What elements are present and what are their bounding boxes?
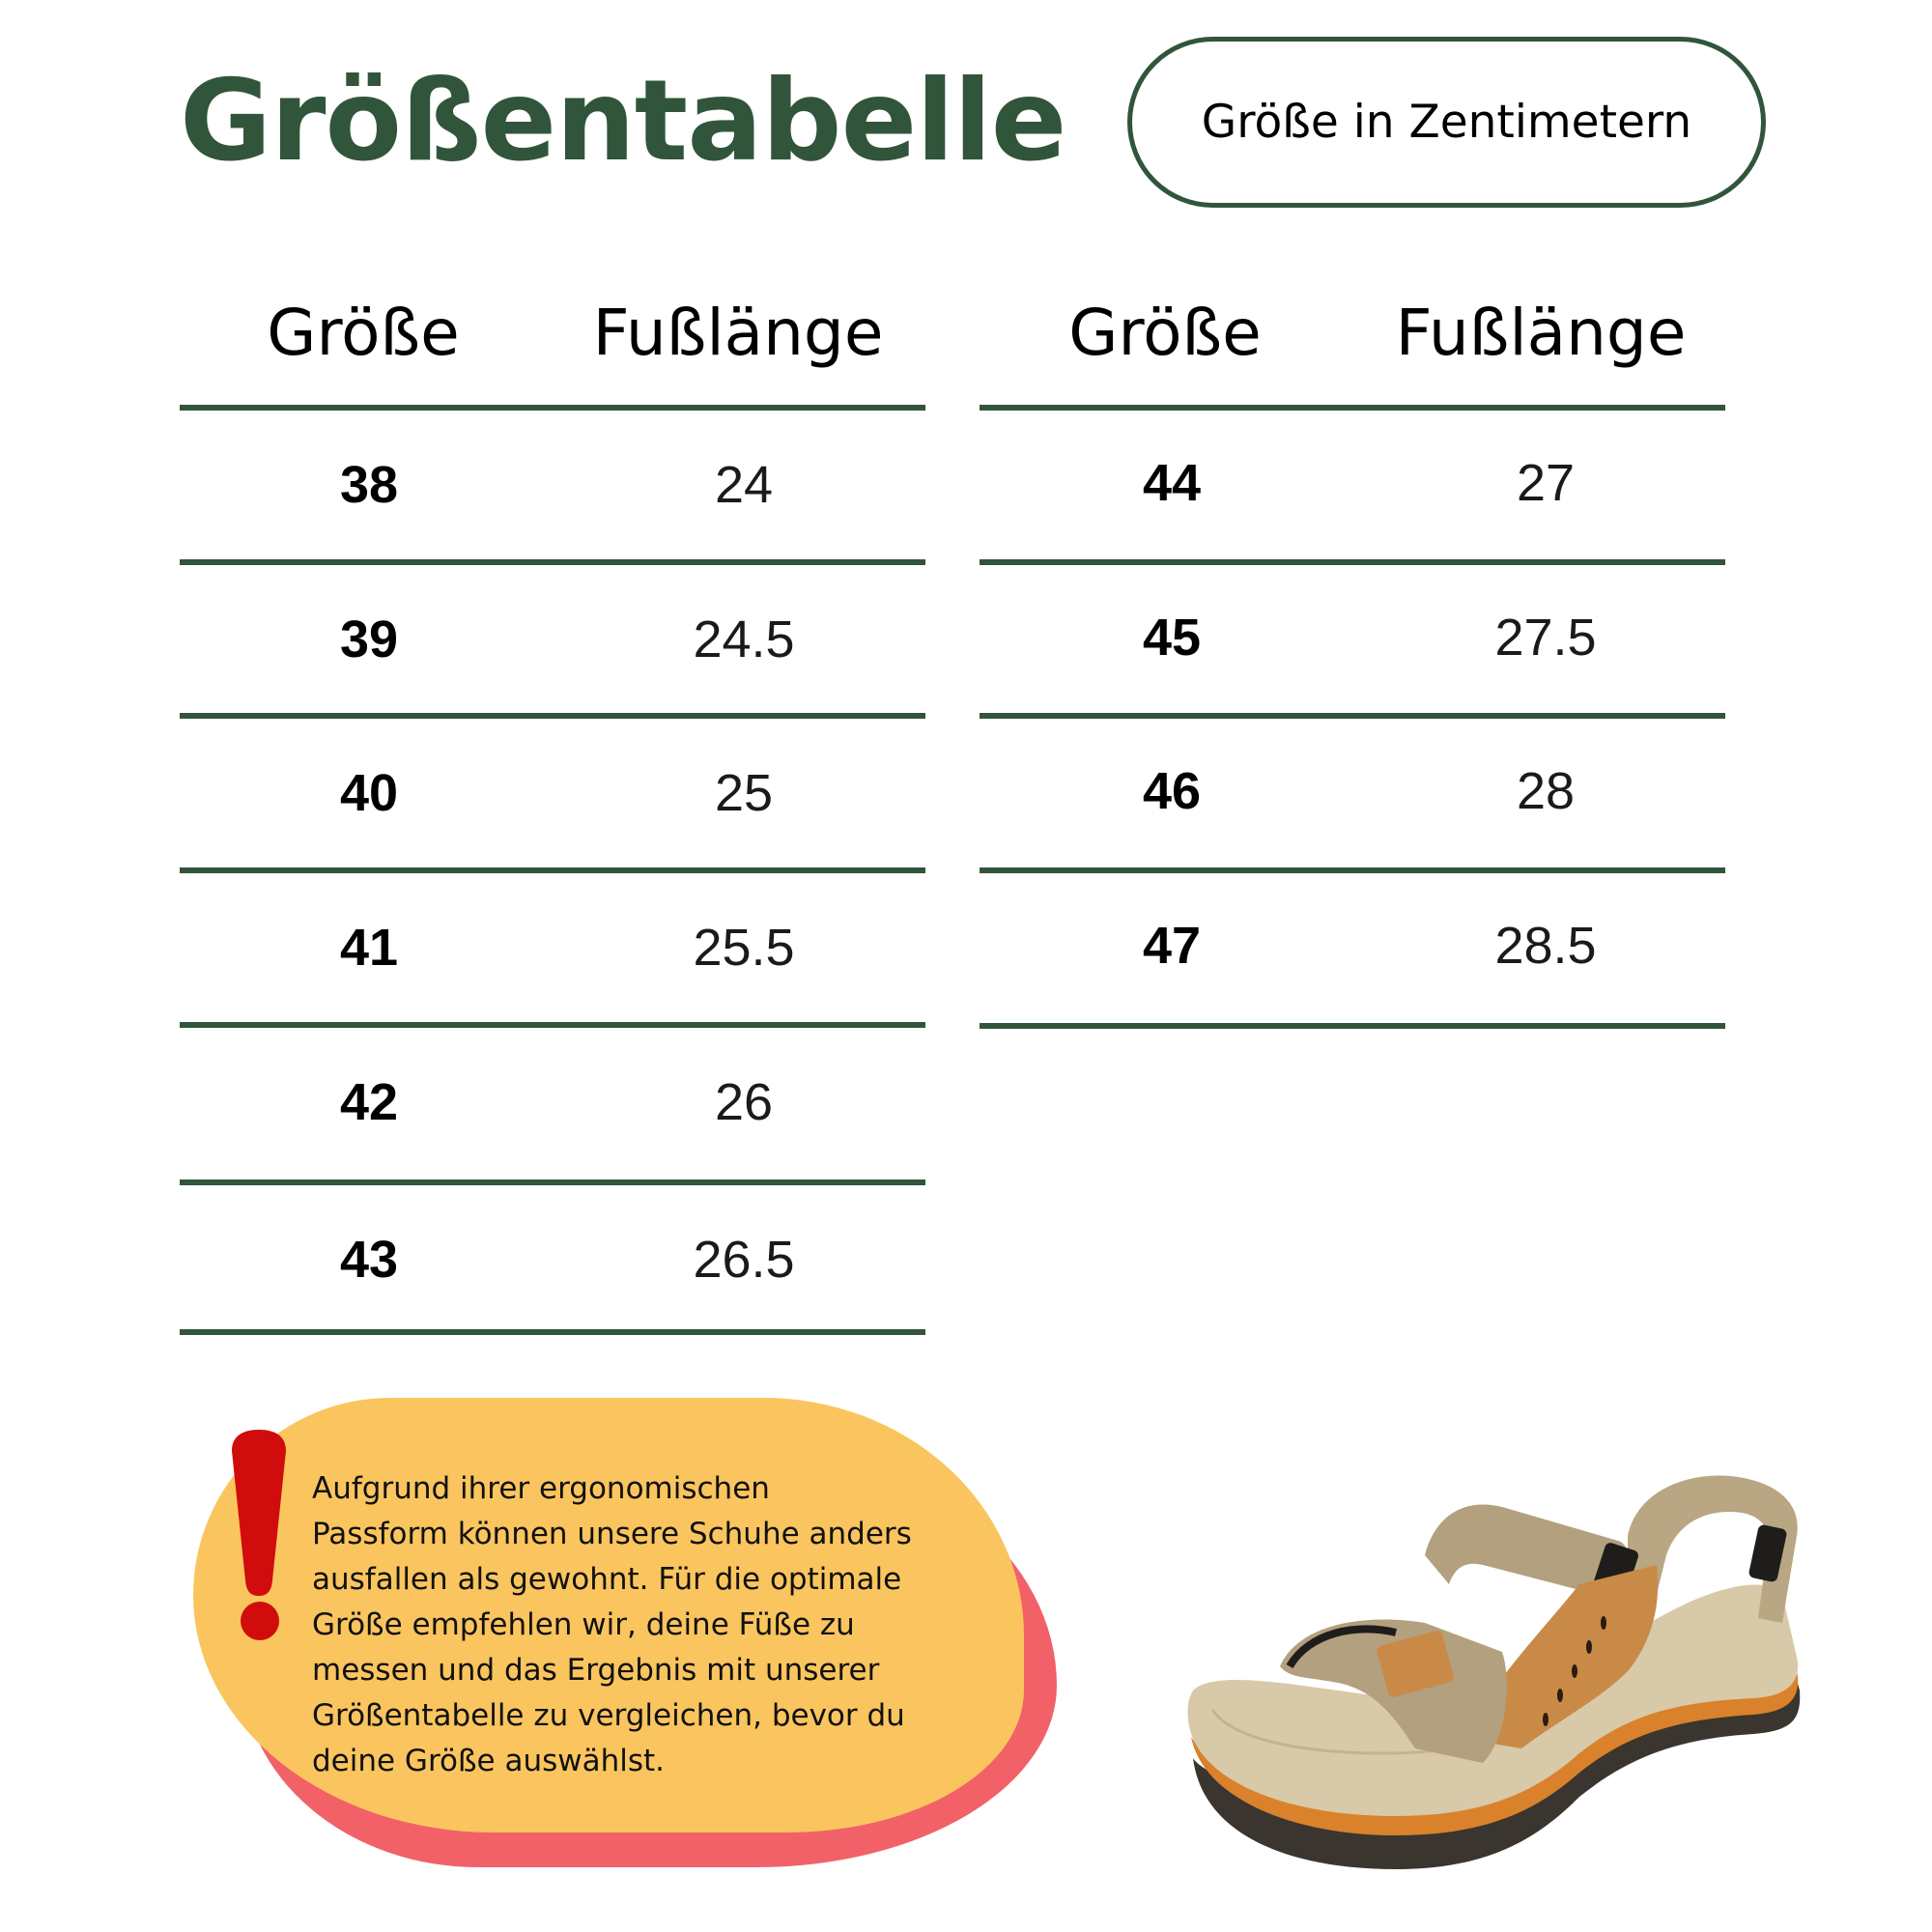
size-value: 44	[1142, 454, 1202, 512]
foot-length-value: 25.5	[693, 919, 795, 977]
page-title: Größentabelle	[180, 56, 1066, 186]
table-row	[980, 871, 1725, 1020]
table-row	[980, 563, 1725, 712]
divider	[980, 1023, 1725, 1029]
note-line: ausfallen als gewohnt. Für die optimale	[312, 1562, 902, 1597]
size-value: 38	[339, 456, 399, 514]
foot-length-value: 27	[1516, 454, 1576, 512]
unit-badge	[1127, 37, 1766, 208]
fit-advice-text	[312, 1466, 1046, 1784]
size-value: 40	[339, 764, 399, 822]
size-value: 46	[1142, 762, 1202, 820]
note-line: Passform können unsere Schuhe anders	[312, 1517, 912, 1551]
note-line: deine Größe auswählst.	[312, 1744, 666, 1778]
table-header	[180, 280, 925, 386]
divider	[180, 1329, 925, 1335]
unit-badge-label: Größe in Zentimetern	[1201, 96, 1692, 149]
table-row	[180, 565, 925, 714]
foot-length-value: 28	[1516, 762, 1576, 820]
foot-length-value: 27.5	[1494, 609, 1597, 667]
note-line: Größentabelle zu vergleichen, bevor du	[312, 1698, 905, 1733]
note-line: messen und das Ergebnis mit unserer	[312, 1653, 880, 1688]
sandal-image	[1174, 1430, 1811, 1893]
table-row	[180, 1028, 925, 1177]
size-value: 43	[339, 1231, 399, 1289]
size-value: 47	[1142, 917, 1202, 975]
foot-length-value: 24	[714, 456, 774, 514]
table-row	[980, 717, 1725, 866]
size-value: 45	[1142, 609, 1202, 667]
table-header	[980, 280, 1725, 386]
table-row	[980, 409, 1725, 557]
size-value: 42	[339, 1073, 399, 1131]
foot-length-value: 25	[714, 764, 774, 822]
note-line: Aufgrund ihrer ergonomischen	[312, 1471, 770, 1506]
column-header-size: Größe	[1068, 296, 1262, 370]
column-header-size: Größe	[267, 296, 460, 370]
table-row	[180, 1185, 925, 1334]
table-row	[180, 411, 925, 559]
table-row	[180, 873, 925, 1022]
foot-length-value: 24.5	[693, 611, 795, 668]
foot-length-value: 26.5	[693, 1231, 795, 1289]
size-value: 39	[339, 611, 399, 668]
column-header-foot-length: Fußlänge	[1395, 296, 1687, 370]
column-header-foot-length: Fußlänge	[592, 296, 884, 370]
foot-length-value: 28.5	[1494, 917, 1597, 975]
note-line: Größe empfehlen wir, deine Füße zu	[312, 1607, 855, 1642]
foot-length-value: 26	[714, 1073, 774, 1131]
table-row	[180, 719, 925, 867]
size-value: 41	[339, 919, 399, 977]
exclamation-icon	[224, 1428, 294, 1650]
